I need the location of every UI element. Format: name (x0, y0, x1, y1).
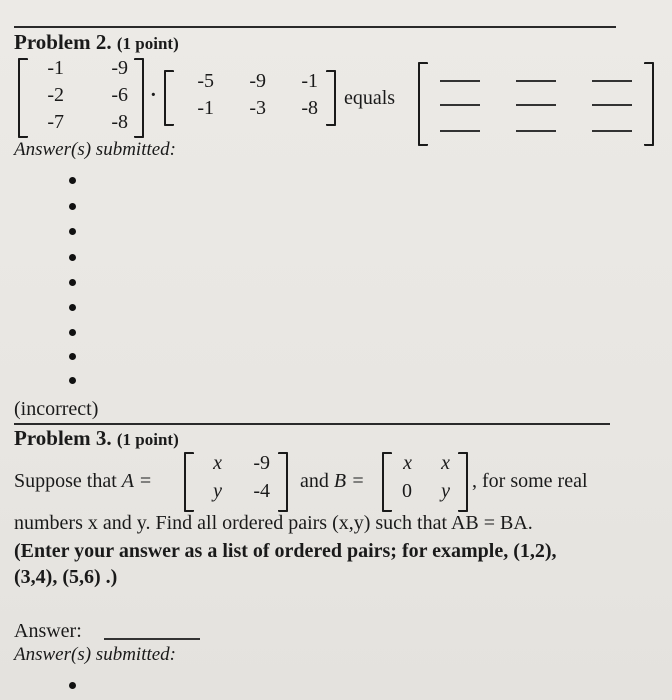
p3-matrix-a-cell: -9 (253, 452, 270, 474)
answer-blank-r1c1[interactable] (440, 80, 480, 82)
answer-bullet (69, 682, 76, 689)
answer-blank-r3c2[interactable] (516, 130, 556, 132)
p3-matrix-b-right-bracket (458, 452, 468, 512)
answer-bullet (69, 203, 76, 210)
and-label: and (300, 470, 329, 492)
matrix-b-right-bracket (326, 70, 336, 126)
answer-matrix-left-bracket (418, 62, 428, 146)
answer-blank-r1c3[interactable] (592, 80, 632, 82)
problem-3-points: (1 point) (116, 430, 179, 449)
matrix-a-left-bracket (18, 58, 28, 138)
p3-matrix-b-cell: y (441, 480, 450, 502)
matrix-b-cell: -5 (197, 70, 214, 92)
p3-matrix-a-cell: -4 (253, 480, 270, 502)
problem-divider (14, 423, 610, 425)
p3-matrix-a-right-bracket (278, 452, 288, 512)
problem-3-answers-label: Answer(s) submitted: (14, 644, 177, 665)
equals-text: equals (344, 87, 396, 109)
matrix-b-cell: -3 (249, 97, 266, 119)
answer-matrix-right-bracket (644, 62, 654, 146)
top-divider (14, 26, 616, 28)
answer-label: Answer: (14, 620, 82, 642)
problem-3-line-3: (Enter your answer as a list of ordered pairs; for example, (1,2), (14, 540, 557, 562)
matrix-a-cell: -6 (111, 84, 128, 106)
p3-matrix-b-cell: x (441, 452, 450, 474)
answer-bullet (69, 329, 76, 336)
answer-blank-r3c1[interactable] (440, 130, 480, 132)
multiply-dot: · (150, 84, 157, 106)
matrix-b-cell: -1 (301, 70, 318, 92)
problem-3-title (14, 426, 179, 451)
matrix-a-cell: -8 (111, 111, 128, 133)
a-equals: A = (121, 470, 153, 492)
answer-bullet (69, 254, 76, 261)
suppose-label: Suppose that (14, 470, 117, 492)
p3-matrix-a-cell: y (213, 480, 222, 502)
answer-blank-r2c2[interactable] (516, 104, 556, 106)
answer-blank-r2c3[interactable] (592, 104, 632, 106)
matrix-a-cell: -7 (47, 111, 64, 133)
answer-bullet (69, 353, 76, 360)
for-some-real-text: , for some real (472, 470, 588, 492)
problem-2-points: (1 point) (116, 34, 179, 53)
matrix-a-cell: -1 (47, 57, 64, 79)
matrix-b-cell: -8 (301, 97, 318, 119)
problem-2-title (14, 30, 179, 55)
matrix-b-cell: -9 (249, 70, 266, 92)
suppose-text (14, 470, 152, 493)
answer-bullet (69, 304, 76, 311)
answer-bullet (69, 177, 76, 184)
b-equals: B = (333, 470, 365, 492)
matrix-b-cell: -1 (197, 97, 214, 119)
p3-matrix-b-cell: x (403, 452, 412, 474)
answer-bullet (69, 279, 76, 286)
problem-2-status: (incorrect) (14, 398, 99, 420)
problem-3-line-2: numbers x and y. Find all ordered pairs (x,y) such that AB = BA. (14, 512, 533, 534)
matrix-b-left-bracket (164, 70, 174, 126)
answer-bullet (69, 228, 76, 235)
problem-2-label: Problem 2. (14, 30, 112, 54)
answer-blank-r2c1[interactable] (440, 104, 480, 106)
answer-blank-r3c3[interactable] (592, 130, 632, 132)
matrix-a-right-bracket (134, 58, 144, 138)
matrix-a-cell: -9 (111, 57, 128, 79)
p3-matrix-a-cell: x (213, 452, 222, 474)
p3-matrix-b-cell: 0 (402, 480, 412, 502)
problem-3-line-4: (3,4), (5,6) .) (14, 566, 118, 588)
problem-3-label: Problem 3. (14, 426, 112, 450)
answer-blank-r1c2[interactable] (516, 80, 556, 82)
answer-input[interactable] (104, 638, 200, 640)
and-b-text (300, 470, 365, 493)
answer-bullet (69, 377, 76, 384)
matrix-a-cell: -2 (47, 84, 64, 106)
problem-2-answers-label: Answer(s) submitted: (14, 139, 177, 160)
